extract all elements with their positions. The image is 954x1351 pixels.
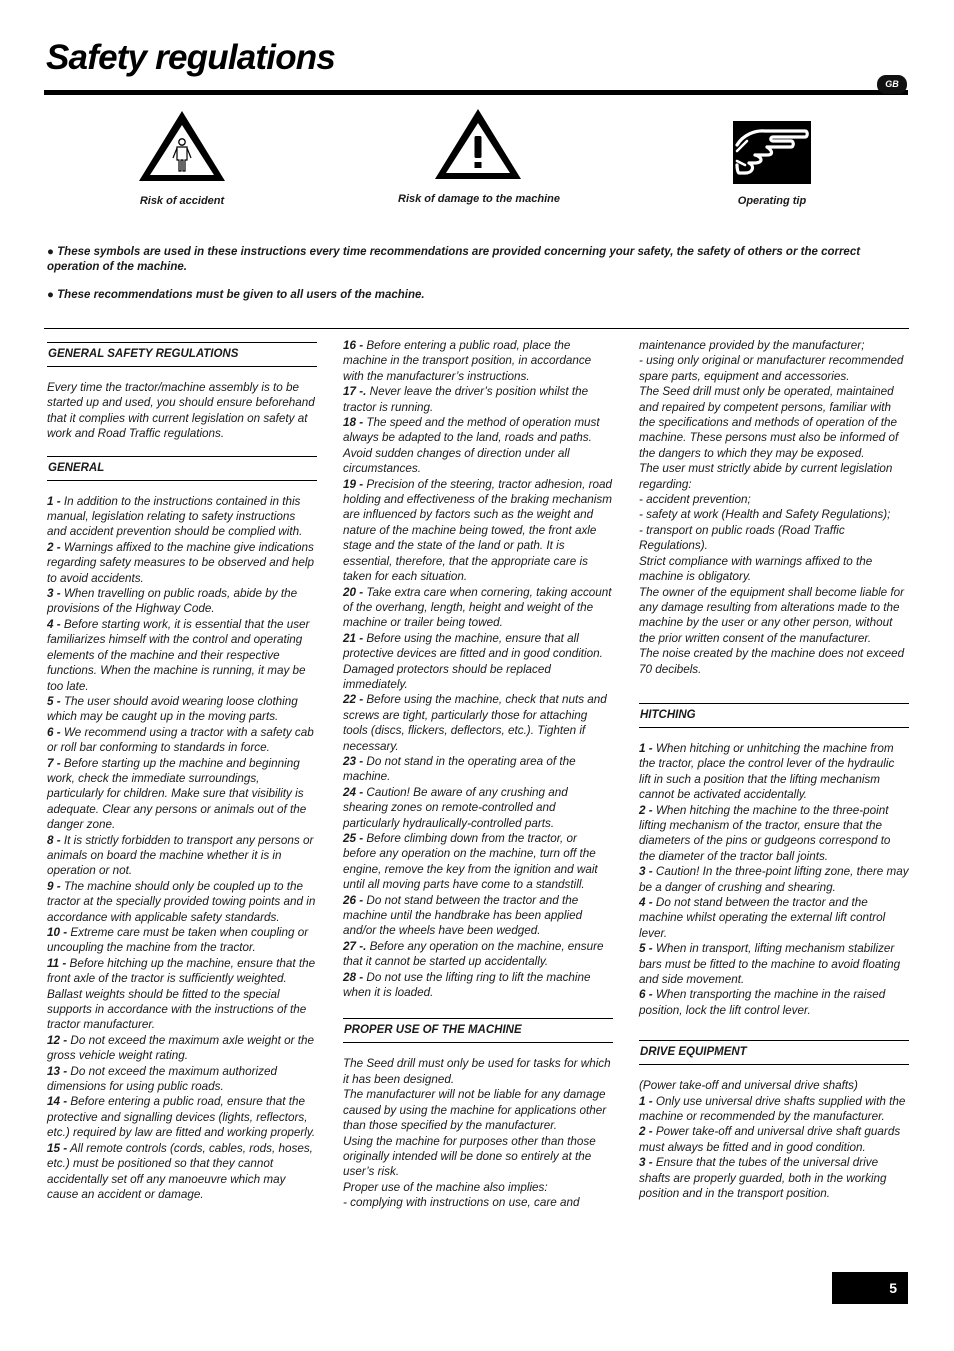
- list-item: [47, 725, 317, 756]
- item-text: When travelling on public roads, abide by the provisions of the Highway Code.: [47, 587, 298, 616]
- exclamation-warning-triangle-icon: [432, 106, 524, 182]
- item-number: 24 -: [343, 785, 364, 799]
- item-number: 22 -: [343, 693, 364, 707]
- item-number: 6 -: [47, 725, 61, 739]
- item-number: 8 -: [47, 833, 61, 847]
- general-safety-text: Every time the tractor/machine assembly is to be started up and used, you should ensure beforehand that it complies with current legislation on safety at work and Road Traffic regulations.: [47, 381, 315, 441]
- list-item: [47, 1033, 317, 1064]
- symbol-operating-tip: [722, 121, 822, 207]
- list-item: [47, 1094, 317, 1140]
- item-text: When hitching or unhitching the machine from the tractor, place the control lever of the hydraulic lift in such a position that the lifting mechanism cannot be activated accidentally.: [639, 741, 895, 802]
- item-text: Before any operation on the machine, ensure that it cannot be started up accidentally.: [343, 939, 604, 969]
- item-text: Precision of the steering, tractor adhesion, road holding and effectiveness of the braking mechanism are influenced by factors such as the weight and nature of the machine being towed, the front axle stage and the state of the land or path. It is essential, therefore, that the appropriate care is taken for each situation.: [343, 477, 612, 584]
- list-item: [343, 754, 613, 785]
- item-text: Before using the machine, check that nuts and screws are tight, particularly those for attaching tools (discs, flickers, deflectors, etc.). Tighten if necessary.: [343, 693, 607, 753]
- list-item: [639, 741, 909, 803]
- list-item: [343, 384, 613, 415]
- item-text: Before hitching up the machine, ensure that the front axle of the tractor is sufficiently weighted. Ballast weights should be fitted to the special supports in accordance with the instructions of the tractor manufacturer.: [47, 956, 316, 1032]
- symbol-caption: Risk of damage to the machine: [398, 193, 560, 205]
- title-rule: [44, 90, 908, 95]
- paragraph: The user must strictly abide by current legislation regarding:: [639, 462, 893, 491]
- paragraph: - transport on public roads (Road Traffic Regulations).: [639, 523, 845, 553]
- item-number: 13 -: [47, 1064, 68, 1078]
- paragraph: maintenance provided by the manufacturer;: [639, 339, 865, 352]
- item-number: 1 -: [639, 741, 653, 755]
- list-item: [47, 833, 317, 879]
- item-number: 4 -: [639, 896, 653, 909]
- list-item: [343, 585, 613, 631]
- item-text: Extreme care must be taken when coupling or uncoupling the machine from the tractor.: [47, 926, 309, 955]
- list-item: [639, 987, 909, 1018]
- item-number: 5 -: [47, 694, 61, 708]
- item-text: Only use universal drive shafts supplied with the machine or recommended by the manufacturer.: [639, 1094, 906, 1124]
- item-number: 19 -: [343, 477, 364, 491]
- list-item: [47, 1141, 317, 1203]
- item-number: 21 -: [343, 631, 364, 645]
- item-number: 1 -: [639, 1094, 653, 1108]
- section-heading-general-safety: GENERAL SAFETY REGULATIONS: [47, 342, 317, 367]
- item-number: 6 -: [639, 988, 653, 1002]
- item-text: Warnings affixed to the machine give indications regarding safety measures to be observed and help to avoid accidents.: [47, 540, 315, 585]
- language-badge: GB: [877, 75, 907, 94]
- item-number: 1 -: [47, 494, 61, 508]
- item-number: 11 -: [47, 956, 67, 970]
- section-divider: [44, 328, 909, 329]
- symbol-caption: Operating tip: [737, 195, 807, 207]
- item-text: Do not stand in the operating area of the machine.: [343, 754, 576, 784]
- item-number: 5 -: [639, 942, 653, 956]
- item-text: Before using the machine, ensure that all protective devices are fitted and in good condition. Damaged protectors should be replaced immediately.: [343, 631, 603, 691]
- item-number: 25 -: [343, 832, 364, 845]
- list-item: [47, 540, 317, 586]
- item-number: 2 -: [47, 540, 61, 554]
- item-text: Do not exceed the maximum authorized dimensions for using public roads.: [47, 1064, 277, 1094]
- section-heading-drive-equipment: DRIVE EQUIPMENT: [639, 1040, 909, 1065]
- item-number: 23 -: [343, 754, 364, 768]
- item-number: 18 -: [343, 416, 364, 430]
- paragraph: Using the machine for purposes other than those originally intended will be done so entirely at the user’s risk.: [343, 1134, 596, 1179]
- item-text: When in transport, lifting mechanism stabilizer bars must be fitted to the machine to avoid floating and side movement.: [639, 942, 901, 987]
- pointing-hand-icon: [733, 121, 811, 184]
- paragraph: - using only original or manufacturer recommended spare parts, equipment and accessories.: [639, 354, 904, 383]
- item-text: When transporting the machine in the raised position, lock the lift control lever.: [639, 988, 886, 1017]
- list-item: [639, 1124, 909, 1155]
- item-number: 9 -: [47, 879, 61, 893]
- column-3: [639, 338, 909, 1202]
- item-text: Do not use the lifting ring to lift the machine when it is loaded.: [343, 970, 591, 1000]
- item-text: Do not stand between the tractor and the machine whilst operating the external lift control lever.: [639, 896, 886, 940]
- list-item: [639, 1155, 909, 1201]
- item-text: Take extra care when cornering, taking account of the overhang, length, height and weight of the machine or trailer being towed.: [343, 585, 612, 630]
- symbol-risk-of-accident: [122, 108, 242, 207]
- item-text: The user should avoid wearing loose clothing which may be caught up in the moving parts.: [47, 694, 298, 724]
- item-text: The machine should only be coupled up to the tractor at the specially provided towing points and in accordance with applicable safety standards.: [47, 879, 316, 924]
- list-item: [639, 1094, 909, 1125]
- list-item: [639, 941, 909, 987]
- item-number: 10 -: [47, 926, 68, 939]
- item-number: 7 -: [47, 756, 61, 770]
- note-text: These recommendations must be given to all users of the machine.: [57, 289, 425, 301]
- list-item: [343, 477, 613, 585]
- item-text: Caution! In the three-point lifting zone, there may be a danger of crushing and shearing.: [639, 865, 909, 894]
- paragraph: The Seed drill must only be operated, maintained and repaired by competent persons, familiar with the specifications and methods of operation of the machine. These persons must also be informed of the dangers to which they may be exposed.: [639, 385, 899, 460]
- note-text: These symbols are used in these instructions every time recommendations are provided concerning your safety, the safety of others or the correct operation of the machine.: [47, 246, 861, 273]
- item-number: 4 -: [47, 617, 61, 631]
- item-text: Ensure that the tubes of the universal drive shafts are properly guarded, both in the working position and in the transport position.: [639, 1156, 887, 1201]
- item-text: Caution! Be aware of any crushing and shearing zones on remote-controlled and particularly hydraulically-controlled parts.: [343, 785, 568, 830]
- item-text: Never leave the driver’s position whilst the tractor is running.: [343, 385, 589, 414]
- item-text: Power take-off and universal drive shaft guards must always be fitted and in good condition.: [639, 1125, 901, 1154]
- list-item: [47, 1064, 317, 1095]
- item-text: Before entering a public road, ensure that the protective and signalling devices (lights, reflectors, etc.) required by law are fitted and working properly.: [47, 1095, 316, 1140]
- item-text: When hitching the machine to the three-point lifting mechanism of the tractor, ensure that the diameters of the pins or gudgeons correspond to the diameter of the tractor ball joints.: [639, 803, 891, 863]
- item-number: 16 -: [343, 339, 364, 352]
- paragraph: - safety at work (Health and Safety Regulations);: [639, 508, 891, 522]
- list-item: [343, 692, 613, 754]
- item-number: 3 -: [639, 1156, 653, 1170]
- page-title: Safety regulations: [46, 38, 336, 77]
- list-item: [47, 617, 317, 694]
- worker-warning-triangle-icon: [136, 108, 228, 184]
- paragraph: The owner of the equipment shall become liable for any damage resulting from alterations made to the machine by the user or any other person, without the prior written consent of the manufacturer.: [639, 585, 905, 645]
- paragraph: The Seed drill must only be used for tasks for which it has been designed.: [343, 1057, 611, 1086]
- item-text: In addition to the instructions contained in this manual, legislation relating to safety instructions and accident prevention should be complied with.: [47, 494, 303, 539]
- list-item: [47, 694, 317, 725]
- list-item: [343, 631, 613, 693]
- page-number: 5: [832, 1272, 908, 1304]
- paragraph: Strict compliance with warnings affixed to the machine is obligatory.: [639, 554, 873, 584]
- item-text: Before entering a public road, place the machine in the transport position, in accordance with the manufacturer’s instructions.: [343, 339, 592, 383]
- item-number: 3 -: [47, 587, 61, 601]
- item-text: Before climbing down from the tractor, or before any operation on the machine, turn off the engine, remove the key from the ignition and wait until all moving parts have come to a standstill.: [343, 832, 598, 892]
- list-item: [47, 494, 317, 540]
- item-text: Before starting up the machine and beginning work, check the immediate surroundings, particularly for children. Make sure that visibility is adequate. Clear any persons or animals out of the danger zone.: [47, 756, 307, 832]
- list-item: [639, 895, 909, 941]
- item-text: We recommend using a tractor with a safety cab or roll bar conforming to standards in force.: [47, 725, 314, 755]
- item-number: 20 -: [343, 585, 364, 599]
- item-number: 27 -.: [343, 939, 367, 953]
- symbol-caption: Risk of accident: [139, 195, 225, 207]
- list-item: [343, 338, 613, 384]
- section-heading-hitching: HITCHING: [639, 703, 909, 728]
- list-item: [47, 586, 317, 617]
- list-item: [343, 939, 613, 970]
- paragraph: - complying with instructions on use, care and: [343, 1196, 580, 1210]
- item-text: All remote controls (cords, cables, rods, hoses, etc.) must be positioned so that they cannot accidentally set off any manoeuvre which may cause an accident or damage.: [47, 1141, 313, 1201]
- note-recommendations: ● These recommendations must be given to all users of the machine.: [47, 289, 425, 301]
- item-number: 15 -: [47, 1141, 68, 1155]
- note-symbols-usage: ● These symbols are used in these instructions every time recommendations are provided concerning your safety, the safety of others or the correct operation of the machine.: [47, 246, 861, 273]
- paragraph: Proper use of the machine also implies:: [343, 1180, 548, 1194]
- symbol-risk-of-damage: [398, 106, 558, 205]
- list-item: [639, 864, 909, 895]
- item-text: Do not stand between the tractor and the machine until the handbrake has been applied and/or the wheels have been wedged.: [343, 893, 583, 938]
- list-item: [47, 879, 317, 925]
- item-text: Before starting work, it is essential that the user familiarizes himself with the control and operating elements of the machine and their respective functions. When the machine is running, it may be too late.: [47, 617, 310, 693]
- item-number: 3 -: [639, 865, 653, 879]
- list-item: [639, 803, 909, 865]
- item-text: It is strictly forbidden to transport any persons or animals on board the machine whether it is in operation or not.: [47, 833, 314, 878]
- list-item: [343, 831, 613, 893]
- item-number: 12 -: [47, 1033, 68, 1047]
- item-number: 2 -: [639, 1125, 653, 1139]
- paragraph: (Power take-off and universal drive shafts): [639, 1079, 858, 1093]
- item-number: 2 -: [639, 803, 653, 817]
- item-text: Do not exceed the maximum axle weight or the gross vehicle weight rating.: [47, 1033, 315, 1063]
- list-item: [47, 925, 317, 956]
- item-number: 17 -.: [343, 385, 367, 399]
- column-1: [47, 338, 317, 1202]
- list-item: [343, 415, 613, 477]
- list-item: [343, 893, 613, 939]
- item-text: The speed and the method of operation must always be adapted to the land, roads and paths. Avoid sudden changes of direction under all circumstances.: [343, 416, 600, 476]
- list-item: [343, 785, 613, 831]
- paragraph: The noise created by the machine does not exceed 70 decibels.: [639, 647, 905, 676]
- item-number: 28 -: [343, 970, 364, 984]
- list-item: [343, 970, 613, 1001]
- list-item: [47, 956, 317, 1033]
- column-2: [343, 338, 613, 1211]
- section-heading-general: GENERAL: [47, 456, 317, 481]
- item-number: 14 -: [47, 1095, 68, 1109]
- list-item: [47, 756, 317, 833]
- section-heading-proper-use: PROPER USE OF THE MACHINE: [343, 1018, 613, 1043]
- paragraph: - accident prevention;: [639, 493, 751, 507]
- item-number: 26 -: [343, 893, 364, 907]
- paragraph: The manufacturer will not be liable for any damage caused by using the machine for applications other than those specified by the manufacturer.: [343, 1088, 607, 1133]
